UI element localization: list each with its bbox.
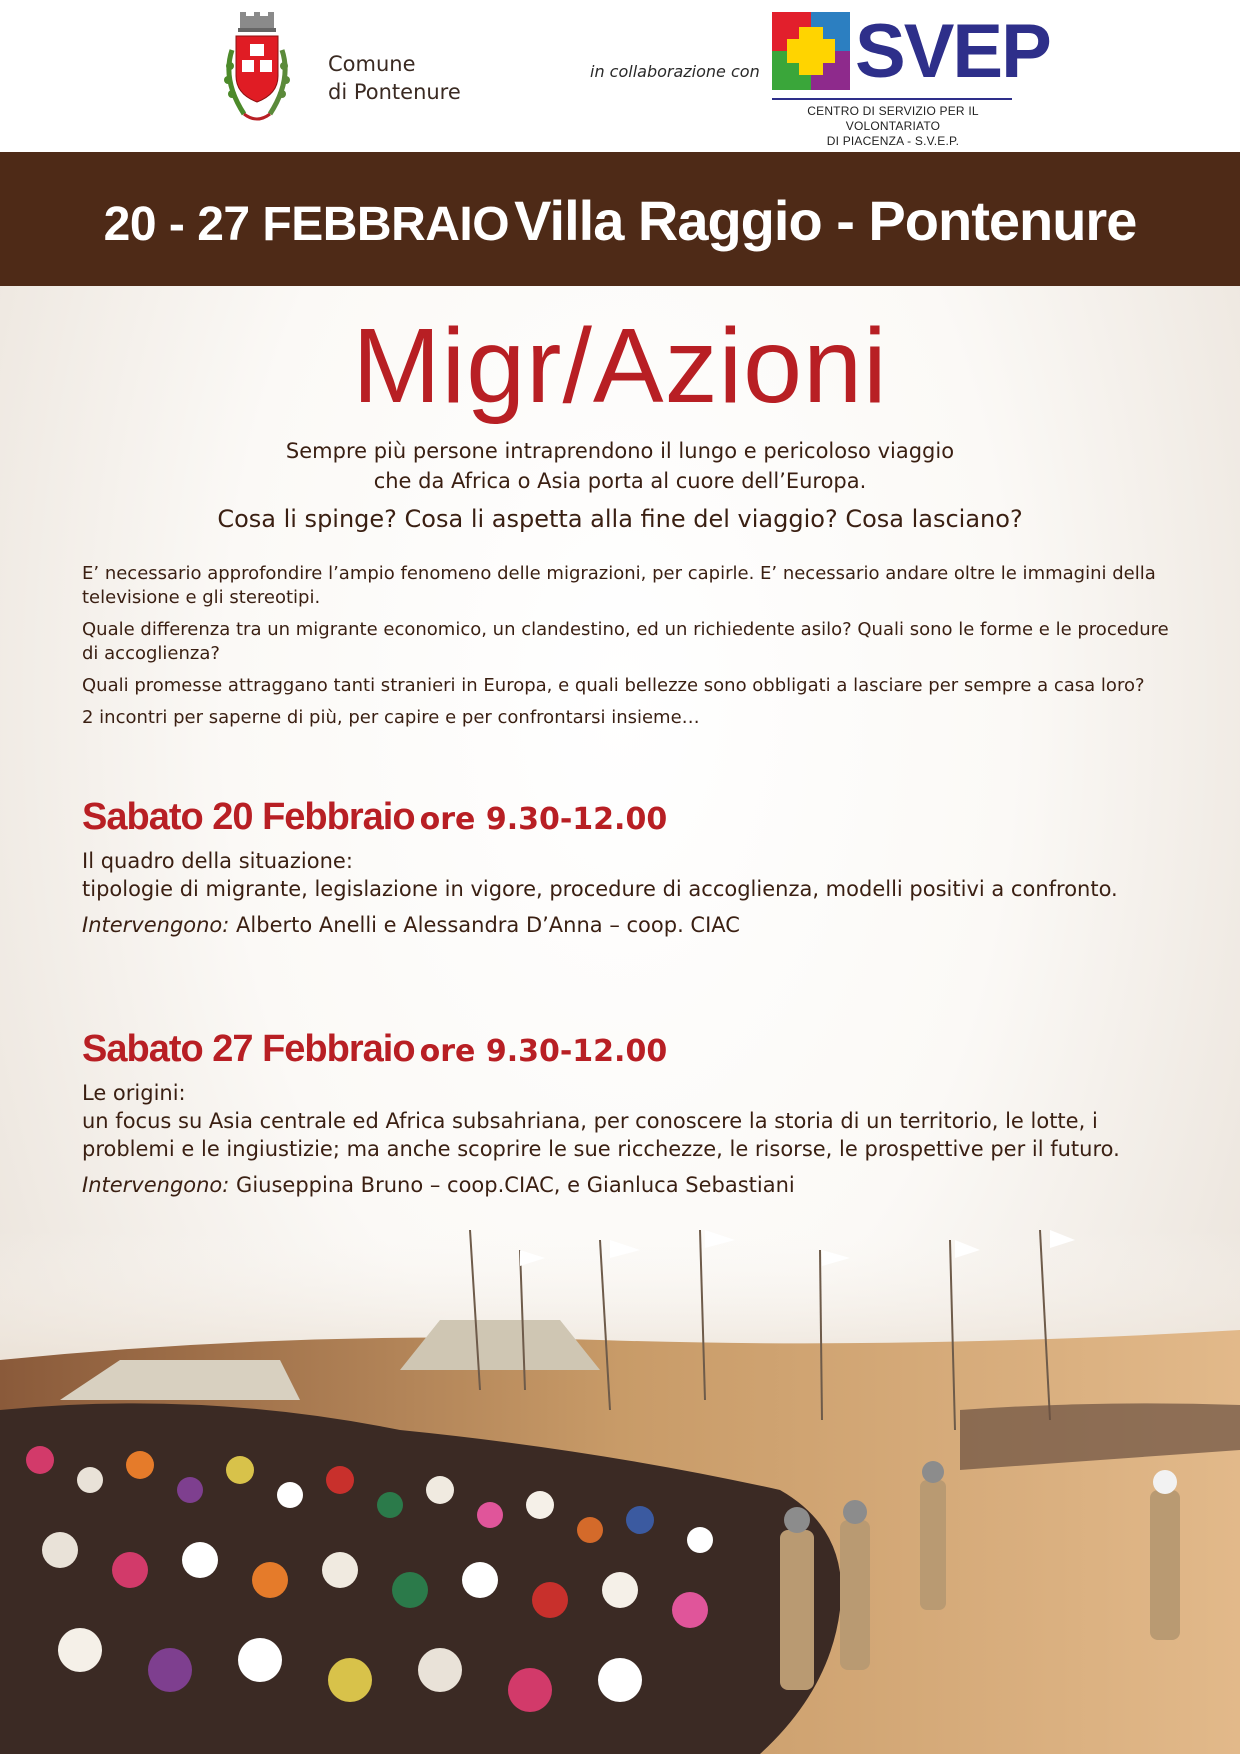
comune-line1: Comune xyxy=(328,52,416,76)
event-1-time: ore 9.30-12.00 xyxy=(419,802,668,837)
svep-wordmark: SVEP xyxy=(855,9,1050,94)
event-2-speakers xyxy=(82,1171,1172,1199)
event-2 xyxy=(82,1028,1172,1199)
comune-name xyxy=(328,50,461,106)
event-1-subtitle: Il quadro della situazione: xyxy=(82,849,353,873)
speakers-names: Alberto Anelli e Alessandra D’Anna – coop. CIAC xyxy=(236,913,740,937)
crowd-photo xyxy=(0,1230,1240,1754)
svep-logo-icon xyxy=(772,12,850,90)
event-2-description: un focus su Asia centrale ed Africa subsahriana, per conoscere la storia di un territorio, le lotte, i problemi e le ingiustizie; ma anche scoprire le sue ricchezze, le risorse, le prospettive per il futuro. xyxy=(82,1109,1120,1161)
svep-sub-line2: DI PIACENZA - S.V.E.P. xyxy=(826,134,960,148)
intro-line2: che da Africa o Asia porta al cuore dell’Europa. xyxy=(373,469,867,493)
event-1-description: tipologie di migrante, legislazione in vigore, procedure di accoglienza, modelli positivi a confronto. xyxy=(82,877,1118,901)
event-1-heading xyxy=(82,796,1172,839)
intro-line1: Sempre più persone intraprendono il lungo e pericoloso viaggio xyxy=(285,439,955,463)
svep-sub-line1: CENTRO DI SERVIZIO PER IL VOLONTARIATO xyxy=(807,104,979,133)
banner-place: Villa Raggio - Pontenure xyxy=(514,189,1137,252)
comune-line2: di Pontenure xyxy=(328,80,461,104)
body-paragraph: Quale differenza tra un migrante economico, un clandestino, ed un richiedente asilo? Quali sono le forme e le procedure di accoglienza? xyxy=(82,619,1169,664)
event-1-speakers xyxy=(82,911,1172,939)
event-2-date: Sabato 27 Febbraio xyxy=(82,1028,415,1070)
body-paragraph: 2 incontri per saperne di più, per capire e per confrontarsi insieme… xyxy=(82,707,700,728)
event-title: Migr/Azioni xyxy=(352,307,888,425)
event-1-date: Sabato 20 Febbraio xyxy=(82,796,415,838)
intro xyxy=(0,436,1240,496)
event-2-subtitle: Le origini: xyxy=(82,1081,186,1105)
speakers-names: Giuseppina Bruno – coop.CIAC, e Gianluca Sebastiani xyxy=(236,1173,795,1197)
speakers-label: Intervengono: xyxy=(82,1173,230,1197)
banner-dates: 20 - 27 FEBBRAIO xyxy=(103,198,510,251)
body-text xyxy=(82,562,1172,738)
date-banner-text xyxy=(0,188,1240,253)
event-1 xyxy=(82,796,1172,939)
svep-subtitle xyxy=(772,104,1014,149)
collaboration-text: in collaborazione con xyxy=(590,62,760,81)
event-2-time: ore 9.30-12.00 xyxy=(419,1034,668,1069)
intro-questions: Cosa li spinge? Cosa li aspetta alla fine del viaggio? Cosa lasciano? xyxy=(217,505,1023,533)
event-2-heading xyxy=(82,1028,1172,1071)
body-paragraph: E’ necessario approfondire l’ampio fenomeno delle migrazioni, per capirle. E’ necessario andare oltre le immagini della televisione e gli stereotipi. xyxy=(82,563,1156,608)
svep-divider xyxy=(772,98,1012,100)
body-paragraph: Quali promesse attraggano tanti stranieri in Europa, e quali bellezze sono obbligati a lasciare per sempre a casa loro? xyxy=(82,675,1145,696)
header xyxy=(0,0,1240,152)
comune-crest-icon xyxy=(222,10,292,140)
speakers-label: Intervengono: xyxy=(82,913,230,937)
